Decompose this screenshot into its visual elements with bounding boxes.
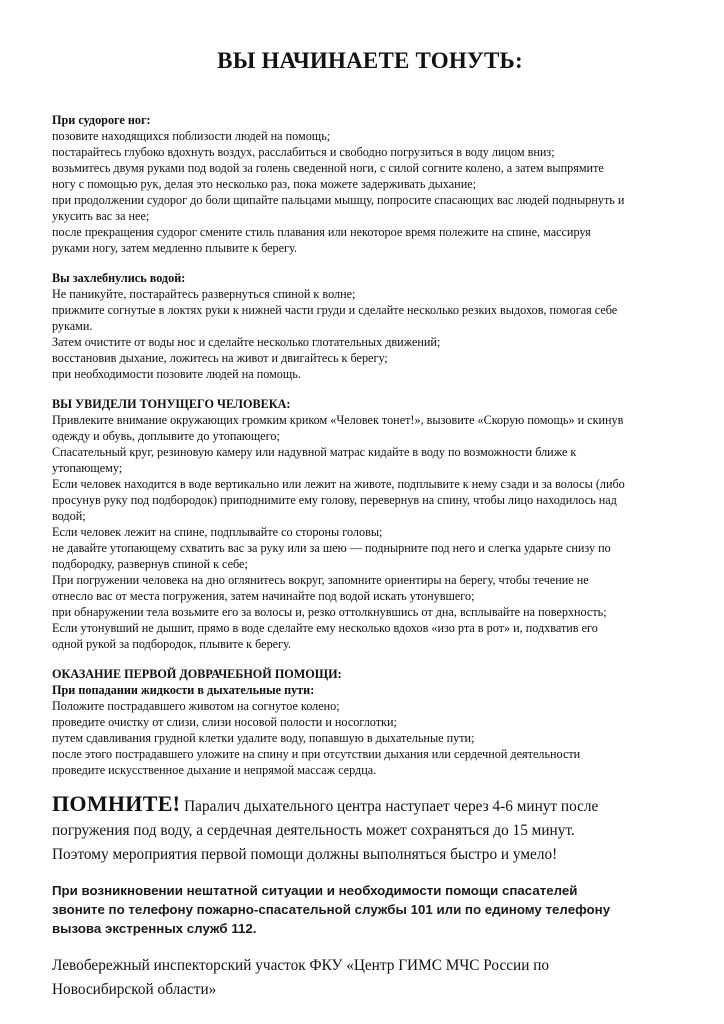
instruction-line: Если утонувший не дышит, прямо в воде сделайте ему несколько вдохов «изо рта в рот» и, подхватив его	[52, 621, 598, 635]
instruction-line: утопающему;	[52, 461, 123, 475]
instruction-line: подбородку, развернув спиной к себе;	[52, 557, 248, 571]
section-subheading: При попадании жидкости в дыхательные пути:	[52, 683, 315, 697]
instruction-line: ногу с помощью рук, делая это несколько раз, пока можете задерживать дыхание;	[52, 177, 477, 191]
instruction-line: одежду и обувь, доплывите до утопающего;	[52, 429, 280, 443]
instruction-line: прижмите согнутые в локтях руки к нижней части груди и сделайте несколько резких выдохов, помогая себе	[52, 303, 618, 317]
notice-line: звоните по телефону пожарно-спасательной службы 101 или по единому телефону	[52, 902, 611, 917]
instruction-line: Если человек находится в воде вертикально или лежит на животе, подплывите к нему сзади и за волосы (либо	[52, 477, 625, 491]
instruction-line: Если человек лежит на спине, подплывайте со стороны головы;	[52, 525, 383, 539]
instruction-line: путем сдавливания грудной клетки удалите воду, попавшую в дыхательные пути;	[52, 731, 475, 745]
section	[52, 112, 688, 256]
instruction-line: после прекращения судорог смените стиль плавания или некоторое время полежите на спине, массируя	[52, 225, 591, 239]
instruction-line: Затем очистите от воды нос и сделайте несколько глотательных движений;	[52, 335, 441, 349]
instruction-line: позовите находящихся поблизости людей на помощь;	[52, 129, 331, 143]
section-heading: При судороге ног:	[52, 113, 151, 127]
instruction-line: Привлеките внимание окружающих громким криком «Человек тонет!», вызовите «Скорую помощь» и скинув	[52, 413, 624, 427]
instruction-line: не давайте утопающему схватить вас за руку или за шею — поднырните под него и слегка ударьте снизу по	[52, 541, 611, 555]
section	[52, 270, 688, 382]
remember-line-2: погружения под воду, а сердечная деятельность может сохраняться до 15 минут.	[52, 822, 575, 839]
remember-lead: ПОМНИТЕ!	[52, 791, 181, 816]
instruction-line: При погружении человека на дно оглянитесь вокруг, запомните ориентиры на берегу, чтобы течение не	[52, 573, 589, 587]
instruction-line: восстановив дыхание, ложитесь на живот и двигайтесь к берегу;	[52, 351, 388, 365]
instruction-line: возьмитесь двумя руками под водой за голень сведенной ноги, с силой согните колено, а затем выпрямите	[52, 161, 604, 175]
footer-line: Левобережный инспекторский участок ФКУ «Центр ГИМС МЧС России по	[52, 957, 550, 974]
instruction-line: Спасательный круг, резиновую камеру или надувной матрас кидайте в воду по возможности ближе к	[52, 445, 577, 459]
instruction-line: одной рукой за подбородок, плывите к берегу.	[52, 637, 291, 651]
remember-text-1: Паралич дыхательного центра наступает через 4-6 минут после	[180, 798, 599, 815]
instruction-line: при обнаружении тела возьмите его за волосы и, резко оттолкнувшись от дна, всплывайте на поверхность;	[52, 605, 607, 619]
instruction-line: после этого пострадавшего уложите на спину и при отсутствии дыхания или сердечной деятельности	[52, 747, 581, 761]
footer-line: Новосибирской области»	[52, 981, 217, 998]
remember-line-1	[52, 792, 688, 819]
section	[52, 396, 688, 652]
instruction-line: Не паникуйте, постарайтесь развернуться спиной к волне;	[52, 287, 356, 301]
instructions-body	[52, 112, 688, 778]
section-heading: Вы захлебнулись водой:	[52, 271, 186, 285]
instruction-line: проведите очистку от слизи, слизи носовой полости и носоглотки;	[52, 715, 397, 729]
instruction-line: водой;	[52, 509, 86, 523]
instruction-line: руками ногу, затем медленно плывите к берегу.	[52, 241, 297, 255]
document-title: ВЫ НАЧИНАЕТЕ ТОНУТЬ:	[217, 48, 523, 73]
notice-line: вызова экстренных служб 112.	[52, 921, 257, 936]
instruction-line: проведите искусственное дыхание и непрямой массаж сердца.	[52, 763, 377, 777]
instruction-line: Положите пострадавшего животом на согнутое колено;	[52, 699, 340, 713]
section	[52, 666, 688, 778]
remember-block	[52, 792, 688, 867]
instruction-line: просунув руку под подбородок) приподнимите ему голову, перевернув на спину, чтобы лицо находилось над	[52, 493, 617, 507]
instruction-line: при продолжении судорог до боли щипайте пальцами мышцу, попросите спасающих вас людей поднырнуть и	[52, 193, 625, 207]
notice-line: При возникновении нештатной ситуации и необходимости помощи спасателей	[52, 883, 578, 898]
instruction-line: при необходимости позовите людей на помощь.	[52, 367, 301, 381]
section-heading: ОКАЗАНИЕ ПЕРВОЙ ДОВРАЧЕБНОЙ ПОМОЩИ:	[52, 667, 342, 681]
instruction-line: руками.	[52, 319, 93, 333]
instruction-line: отнесло вас от места погружения, затем начинайте под водой искать утонувшего;	[52, 589, 475, 603]
section-heading: ВЫ УВИДЕЛИ ТОНУЩЕГО ЧЕЛОВЕКА:	[52, 397, 291, 411]
remember-line-3: Поэтому мероприятия первой помощи должны выполняться быстро и умело!	[52, 846, 558, 863]
instruction-line: укусить вас за нее;	[52, 209, 150, 223]
instruction-line: постарайтесь глубоко вдохнуть воздух, расслабиться и свободно погрузиться в воду лицом вниз;	[52, 145, 555, 159]
issuer-footer	[52, 954, 688, 1002]
emergency-notice	[52, 881, 688, 938]
